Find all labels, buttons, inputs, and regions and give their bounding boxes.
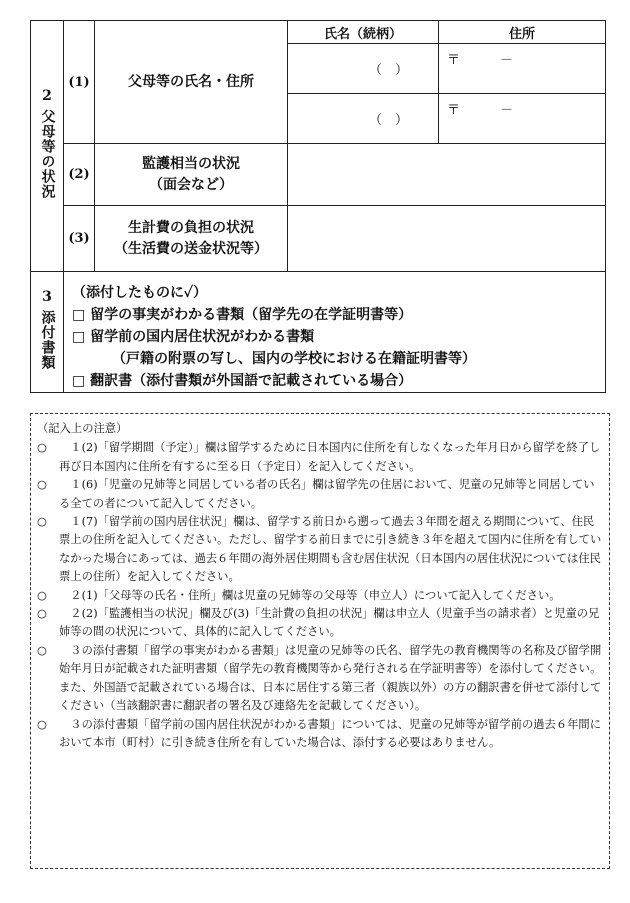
attachments-intro: （添付したものに✓） [72,285,208,301]
section-3-number: 3 [42,289,52,305]
note-item: ○ ２(2)「監護相当の状況」欄及び(3)「生計費の負担の状況」欄は申立人（児童手当の請求者）と児童の兄姉等の間の状況について、具体的に記入してください。 [37,605,603,642]
note-item: ○ ３の添付書類「留学の事実がわかる書類」は児童の兄姉等の氏名、留学先の教育機関等の名称及び留学開始年月日が記載された証明書類（留学先の教育機関等から発行される在学証明書等）を添付してください。また、外国語で記載されている場合は、日本に居住する第三者（親族以外）の方の翻訳書を併せて添付してください（当該翻訳書に翻訳者の署名及び連絡先を記載してください）。 [37,642,603,716]
note-marker: ○ [37,515,47,529]
row-3-number: (3) [64,206,95,272]
attachment-item[interactable]: □ 翻訳書（添付書類が外国語で記載されている場合） [72,373,413,389]
living-cost-field[interactable] [288,206,606,272]
note-marker: ○ [37,607,47,621]
note-marker: ○ [37,478,47,492]
status-form-table [30,20,606,393]
postal-mark: 〒 [447,53,461,68]
row-1-label: 父母等の氏名・住所 [95,21,288,144]
note-item: ○ １(2)「留学期間（予定）」欄は留学するために日本国内に住所を有しなくなった年月日から留学を終了し再び日本国内に住所を有するに至る日（予定日）を記入してください。 [37,439,603,476]
checkbox[interactable]: □ [72,373,86,389]
note-item: ○ ２(1)「父母等の氏名・住所」欄は児童の兄姉等の父母等（申立人）について記入してください。 [37,587,603,605]
note-item: ○ １(7)「留学前の国内居住状況」欄は、留学する前日から遡って過去３年間を超える期間について、住民票上の住所を記入してください。ただし、留学する前日までに引き続き３年を超えて国内に住所を有していなかった場合にあっては、過去６年間の海外居住期間も含む居住状況（日本国内の居住状況については住民票上の住所）を記入してください。 [37,513,603,587]
parent-1-name-field[interactable]: （ ） [288,44,439,94]
attachment-item-note: （戸籍の附票の写し、国内の学校における在籍証明書等） [112,351,476,367]
notes-box [30,413,610,869]
attachment-item[interactable]: □ 留学前の国内居住状況がわかる書類 [72,329,315,345]
parent-1-address-field[interactable]: 〒 － [439,44,606,94]
note-marker: ○ [37,441,47,455]
section-3-heading [31,272,64,393]
note-marker: ○ [37,643,47,657]
postal-mark: 〒 [447,103,461,118]
note-marker: ○ [37,588,47,602]
checkbox[interactable]: □ [72,307,86,323]
section-2-number: 2 [42,88,52,104]
section-2-title: 父母等の状況 [39,109,56,199]
header-name: 氏名（続柄） [288,21,439,44]
attachment-item[interactable]: □ 留学の事実がわかる書類（留学先の在学証明書等） [72,307,413,323]
attachments-cell [64,272,606,393]
row-2-label: 監護相当の状況 （面会など） [95,144,288,206]
header-address: 住所 [439,21,606,44]
row-2-number: (2) [64,144,95,206]
row-1-number: (1) [64,21,95,144]
section-3-title: 添付書類 [39,310,56,370]
parent-2-address-field[interactable]: 〒 － [439,94,606,144]
note-item: ○ １(6)「児童の兄姉等と同居している者の氏名」欄は留学先の住居において、児童の兄姉等と同居している全ての者について記入してください。 [37,476,603,513]
custody-status-field[interactable] [288,144,606,206]
notes-title: （記入上の注意） [37,422,128,435]
note-item: ○ ３の添付書類「留学前の国内居住状況がわかる書類」については、児童の兄姉等が留学前の過去６年間において本市（町村）に引き続き住所を有していた場合は、添付する必要はありません。 [37,716,603,753]
parent-2-name-field[interactable]: （ ） [288,94,439,144]
checkbox[interactable]: □ [72,329,86,345]
note-marker: ○ [37,717,47,731]
row-3-label: 生計費の負担の状況 （生活費の送金状況等） [95,206,288,272]
section-2-heading [31,21,64,272]
